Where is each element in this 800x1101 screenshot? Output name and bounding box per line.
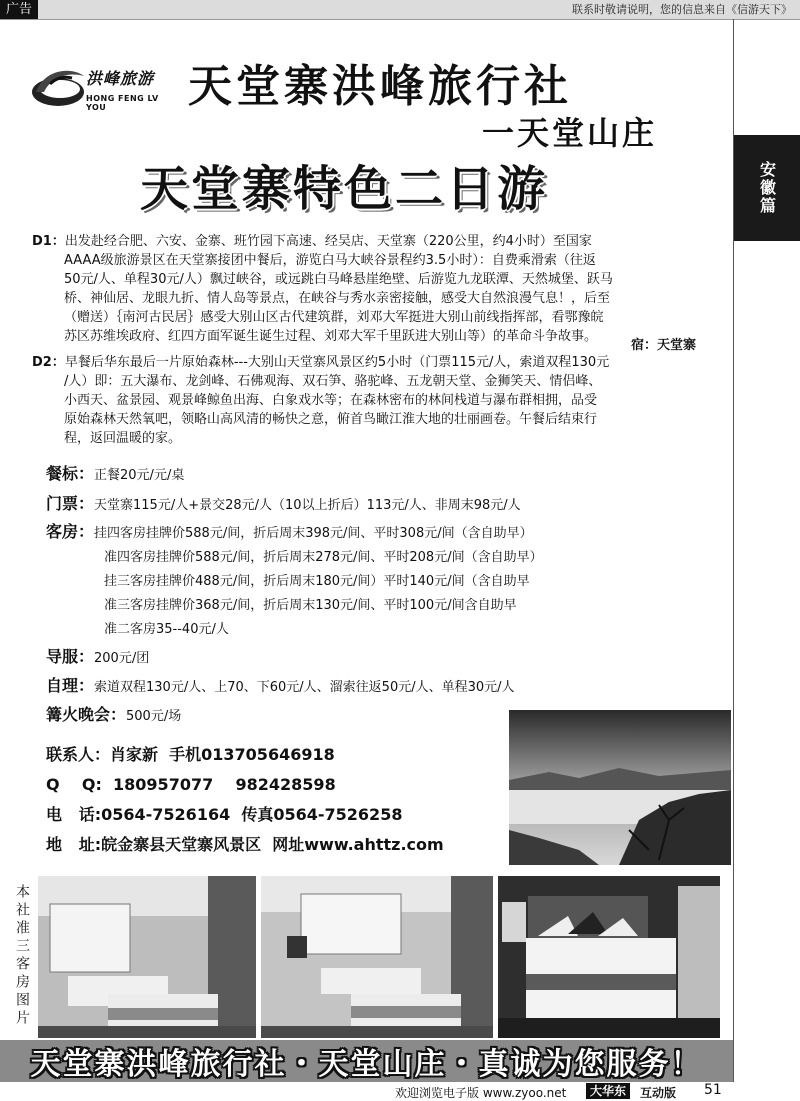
footer-edition: 互动版 <box>640 1086 677 1100</box>
itinerary-line: AAAA级旅游景区在天堂寨接团中餐后，游览白马大峡谷景程约3.5小时）：自费乘滑索（往返 <box>64 253 596 268</box>
price-key: 客房： <box>46 522 95 541</box>
room-rate: 准二客房35--40元/人 <box>104 622 229 637</box>
footer-brand: 大华东 <box>586 1083 630 1099</box>
price-key: 篝火晚会： <box>46 705 127 724</box>
price-key: 导服： <box>46 647 95 666</box>
logo-text-en: HONG FENG LV YOU <box>86 94 159 112</box>
price-value: 500元/场 <box>126 709 182 724</box>
price-key: 自理： <box>46 676 95 695</box>
price-room <box>46 520 686 642</box>
swirl-logo-icon <box>30 62 88 110</box>
logo-text-cn: 洪峰旅游 <box>86 69 155 88</box>
price-value: 索道双程130元/人、上70、下60元/人、溜索往返50元/人、单程30元/人 <box>94 680 515 695</box>
region-tab: 安徽篇 <box>734 135 800 241</box>
itinerary-line: 桥、神仙居、龙眼九折、情人岛等景点，在峡谷与秀水亲密接触，感受大自然浪漫气息！，后至 <box>64 291 611 306</box>
itinerary-day-1 <box>32 232 696 346</box>
slogan-banner <box>0 1040 733 1082</box>
price-key: 门票： <box>46 494 95 513</box>
day-label: D2： <box>32 355 65 370</box>
price-self-paid <box>46 674 686 700</box>
itinerary-line: 原始森林天然氧吧，领略山高风清的畅快之意，俯首鸟瞰江淮大地的壮丽画卷。午餐后结束行 <box>64 412 598 427</box>
room-rate: 挂三客房挂牌价488元/间，折后周末180元/间）平时140元/间（含自助早 <box>104 574 530 589</box>
itinerary-line: 苏区苏维埃政府、红四方面军诞生诞生过程、刘邓大军千里跃进大别山等）的革命斗争故事。 <box>64 329 598 344</box>
itinerary-line: /人）即：五大瀑布、龙剑峰、石佛观海、双石笋、骆驼峰、五龙朝天堂、金狮笑天、情侣峰、 <box>64 374 602 389</box>
page-number: 51 <box>704 1082 722 1098</box>
contact-qq: Q Q: 180957077 982428598 <box>46 775 336 794</box>
ad-tag: 广告 <box>0 0 38 19</box>
price-value: 正餐20元/元/桌 <box>94 468 185 483</box>
itinerary-day-2 <box>32 353 696 448</box>
overnight-stay: 宿：天堂寨 <box>630 338 696 353</box>
contact-phone: 电 话:0564-7526164 传真0564-7526258 <box>46 805 403 824</box>
tour-title: 天堂寨特色二日游 <box>140 161 549 217</box>
room-rate: 挂四客房挂牌价588元/间，折后周末398元/间、平时308元/间（含自助早） <box>94 526 533 541</box>
itinerary-line: （赠送）｛南河古民居｝感受大别山区古代建筑群，刘邓大军挺进大别山前线指挥部，看鄂豫皖 <box>64 310 604 325</box>
photo-caption: 本社准三客房图片 <box>14 884 30 1028</box>
price-key: 餐标： <box>46 464 95 483</box>
itinerary-line: 早餐后华东最后一片原始森林---大别山天堂寨风景区约5小时（门票115元/人，索道双程130元 <box>64 355 610 370</box>
room-rate: 准三客房挂牌价368元/间，折后周末130元/间、平时100元/间含自助早 <box>104 598 517 613</box>
price-meal <box>46 462 686 488</box>
itinerary-line: 50元/人、单程30元/人）飘过峡谷，或远跳白马峰悬崖绝壁、后游览九龙联潭、天然城堡、跃马 <box>64 272 613 287</box>
room-rate: 准四客房挂牌价588元/间，折后周末278元/间、平时208元/间（含自助早） <box>104 550 543 565</box>
agency-subtitle: 一天堂山庄 <box>482 114 658 152</box>
itinerary-line: 出发赴经合肥、六安、金寨、班竹园下高速、经吴店、天堂寨（220公里，约4小时）至国家 <box>64 234 592 249</box>
itinerary-line: 程，返回温暖的家。 <box>64 431 182 446</box>
itinerary-line: 小西天、盆景园、观景峰鲸鱼出海、白象戏水等；在森林密布的林间栈道与瀑布群相拥，品受 <box>64 393 598 408</box>
day-label: D1： <box>32 234 65 249</box>
footer-website: 欢迎浏览电子版 www.zyoo.net <box>395 1086 567 1100</box>
header-note: 联系时敬请说明，您的信息来自《信游天下》 <box>572 3 792 16</box>
footer <box>0 1082 800 1100</box>
slogan-text: 天堂寨洪峰旅行社・天堂山庄・真诚为您服务！ <box>30 1047 703 1082</box>
contact-address: 地 址:皖金寨县天堂寨风景区 网址www.ahttz.com <box>46 835 444 854</box>
price-value: 天堂寨115元/人+景交28元/人（10以上折后）113元/人、非周末98元/人 <box>94 498 521 513</box>
room-photo-1 <box>38 876 256 1038</box>
top-bar <box>0 0 800 20</box>
mountain-sea-of-clouds-photo <box>509 710 731 865</box>
price-ticket <box>46 492 686 518</box>
price-guide <box>46 645 686 671</box>
company-logo <box>30 58 180 114</box>
price-value: 200元/团 <box>94 651 150 666</box>
contact-person: 联系人：肖家新 手机013705646918 <box>46 745 335 764</box>
room-photo-3 <box>498 876 720 1038</box>
room-photo-2 <box>261 876 493 1038</box>
agency-title: 天堂寨洪峰旅行社 <box>188 61 572 112</box>
